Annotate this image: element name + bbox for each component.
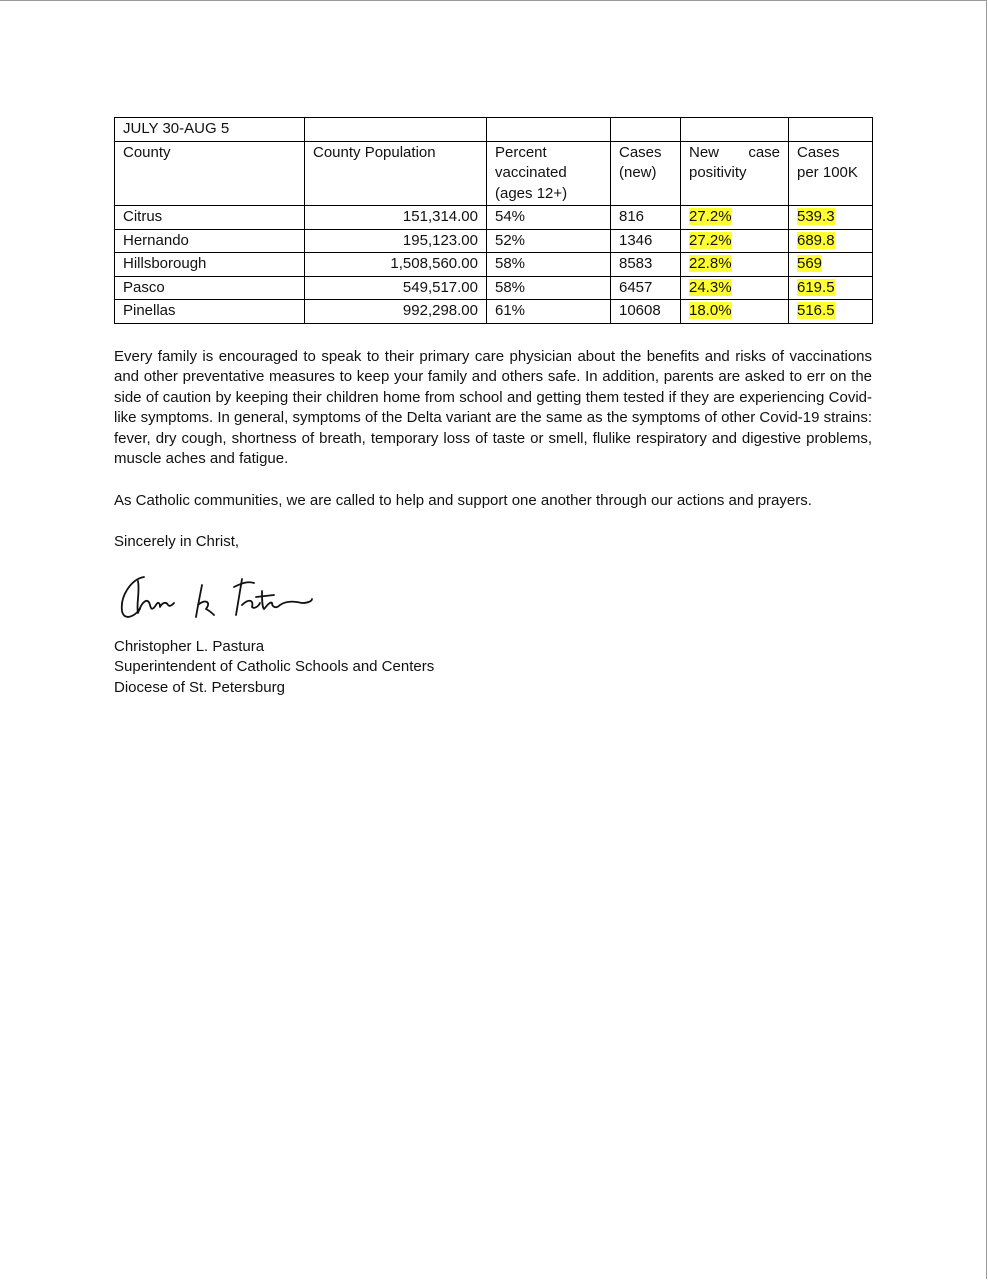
header-cases-per-100k: Cases per 100K xyxy=(789,141,873,206)
table-row: Citrus 151,314.00 54% 816 27.2% 539.3 xyxy=(115,206,873,230)
header-population: County Population xyxy=(305,141,487,206)
table-period: JULY 30-AUG 5 xyxy=(115,118,305,142)
header-new-case-positivity: New case positivity xyxy=(681,141,789,206)
handwritten-signature xyxy=(114,565,872,631)
table-row: Pasco 549,517.00 58% 6457 24.3% 619.5 xyxy=(115,276,873,300)
document-content xyxy=(114,117,872,698)
table-row: Hillsborough 1,508,560.00 58% 8583 22.8% 569 xyxy=(115,253,873,277)
body-paragraph-community: As Catholic communities, we are called to help and support one another through our actions and prayers. xyxy=(114,491,812,509)
header-county: County xyxy=(115,141,305,206)
signatory-organization: Diocese of St. Petersburg xyxy=(114,678,285,696)
closing-salutation: Sincerely in Christ, xyxy=(114,533,240,550)
body-paragraph-advice: Every family is encouraged to speak to their primary care physician about the benefits and risks of vaccinations and other preventative measures to keep your family and others safe. In addition, parents are asked to err on the side of caution by keeping their children home from school and getting them tested if they are experiencing Covid-like symptoms. In general, symptoms of the Delta variant are the same as the symptoms of other Covid-19 strains: fever, dry cough, shortness of breath, temporary loss of taste or smell, flulike respiratory and digestive problems, muscle aches and fatigue. xyxy=(114,347,872,467)
signature-block xyxy=(114,637,872,699)
county-covid-table xyxy=(114,117,873,324)
signature-drawing xyxy=(114,565,324,631)
header-percent-vaccinated: Percent vaccinated (ages 12+) xyxy=(487,141,611,206)
signatory-name: Christopher L. Pastura xyxy=(114,637,265,655)
table-header-row xyxy=(115,141,873,206)
table-row: Hernando 195,123.00 52% 1346 27.2% 689.8 xyxy=(115,229,873,253)
signatory-title: Superintendent of Catholic Schools and Centers xyxy=(114,658,435,675)
header-cases-new: Cases (new) xyxy=(611,141,681,206)
table-row: Pinellas 992,298.00 61% 10608 18.0% 516.5 xyxy=(115,300,873,324)
table-period-row xyxy=(115,118,873,142)
